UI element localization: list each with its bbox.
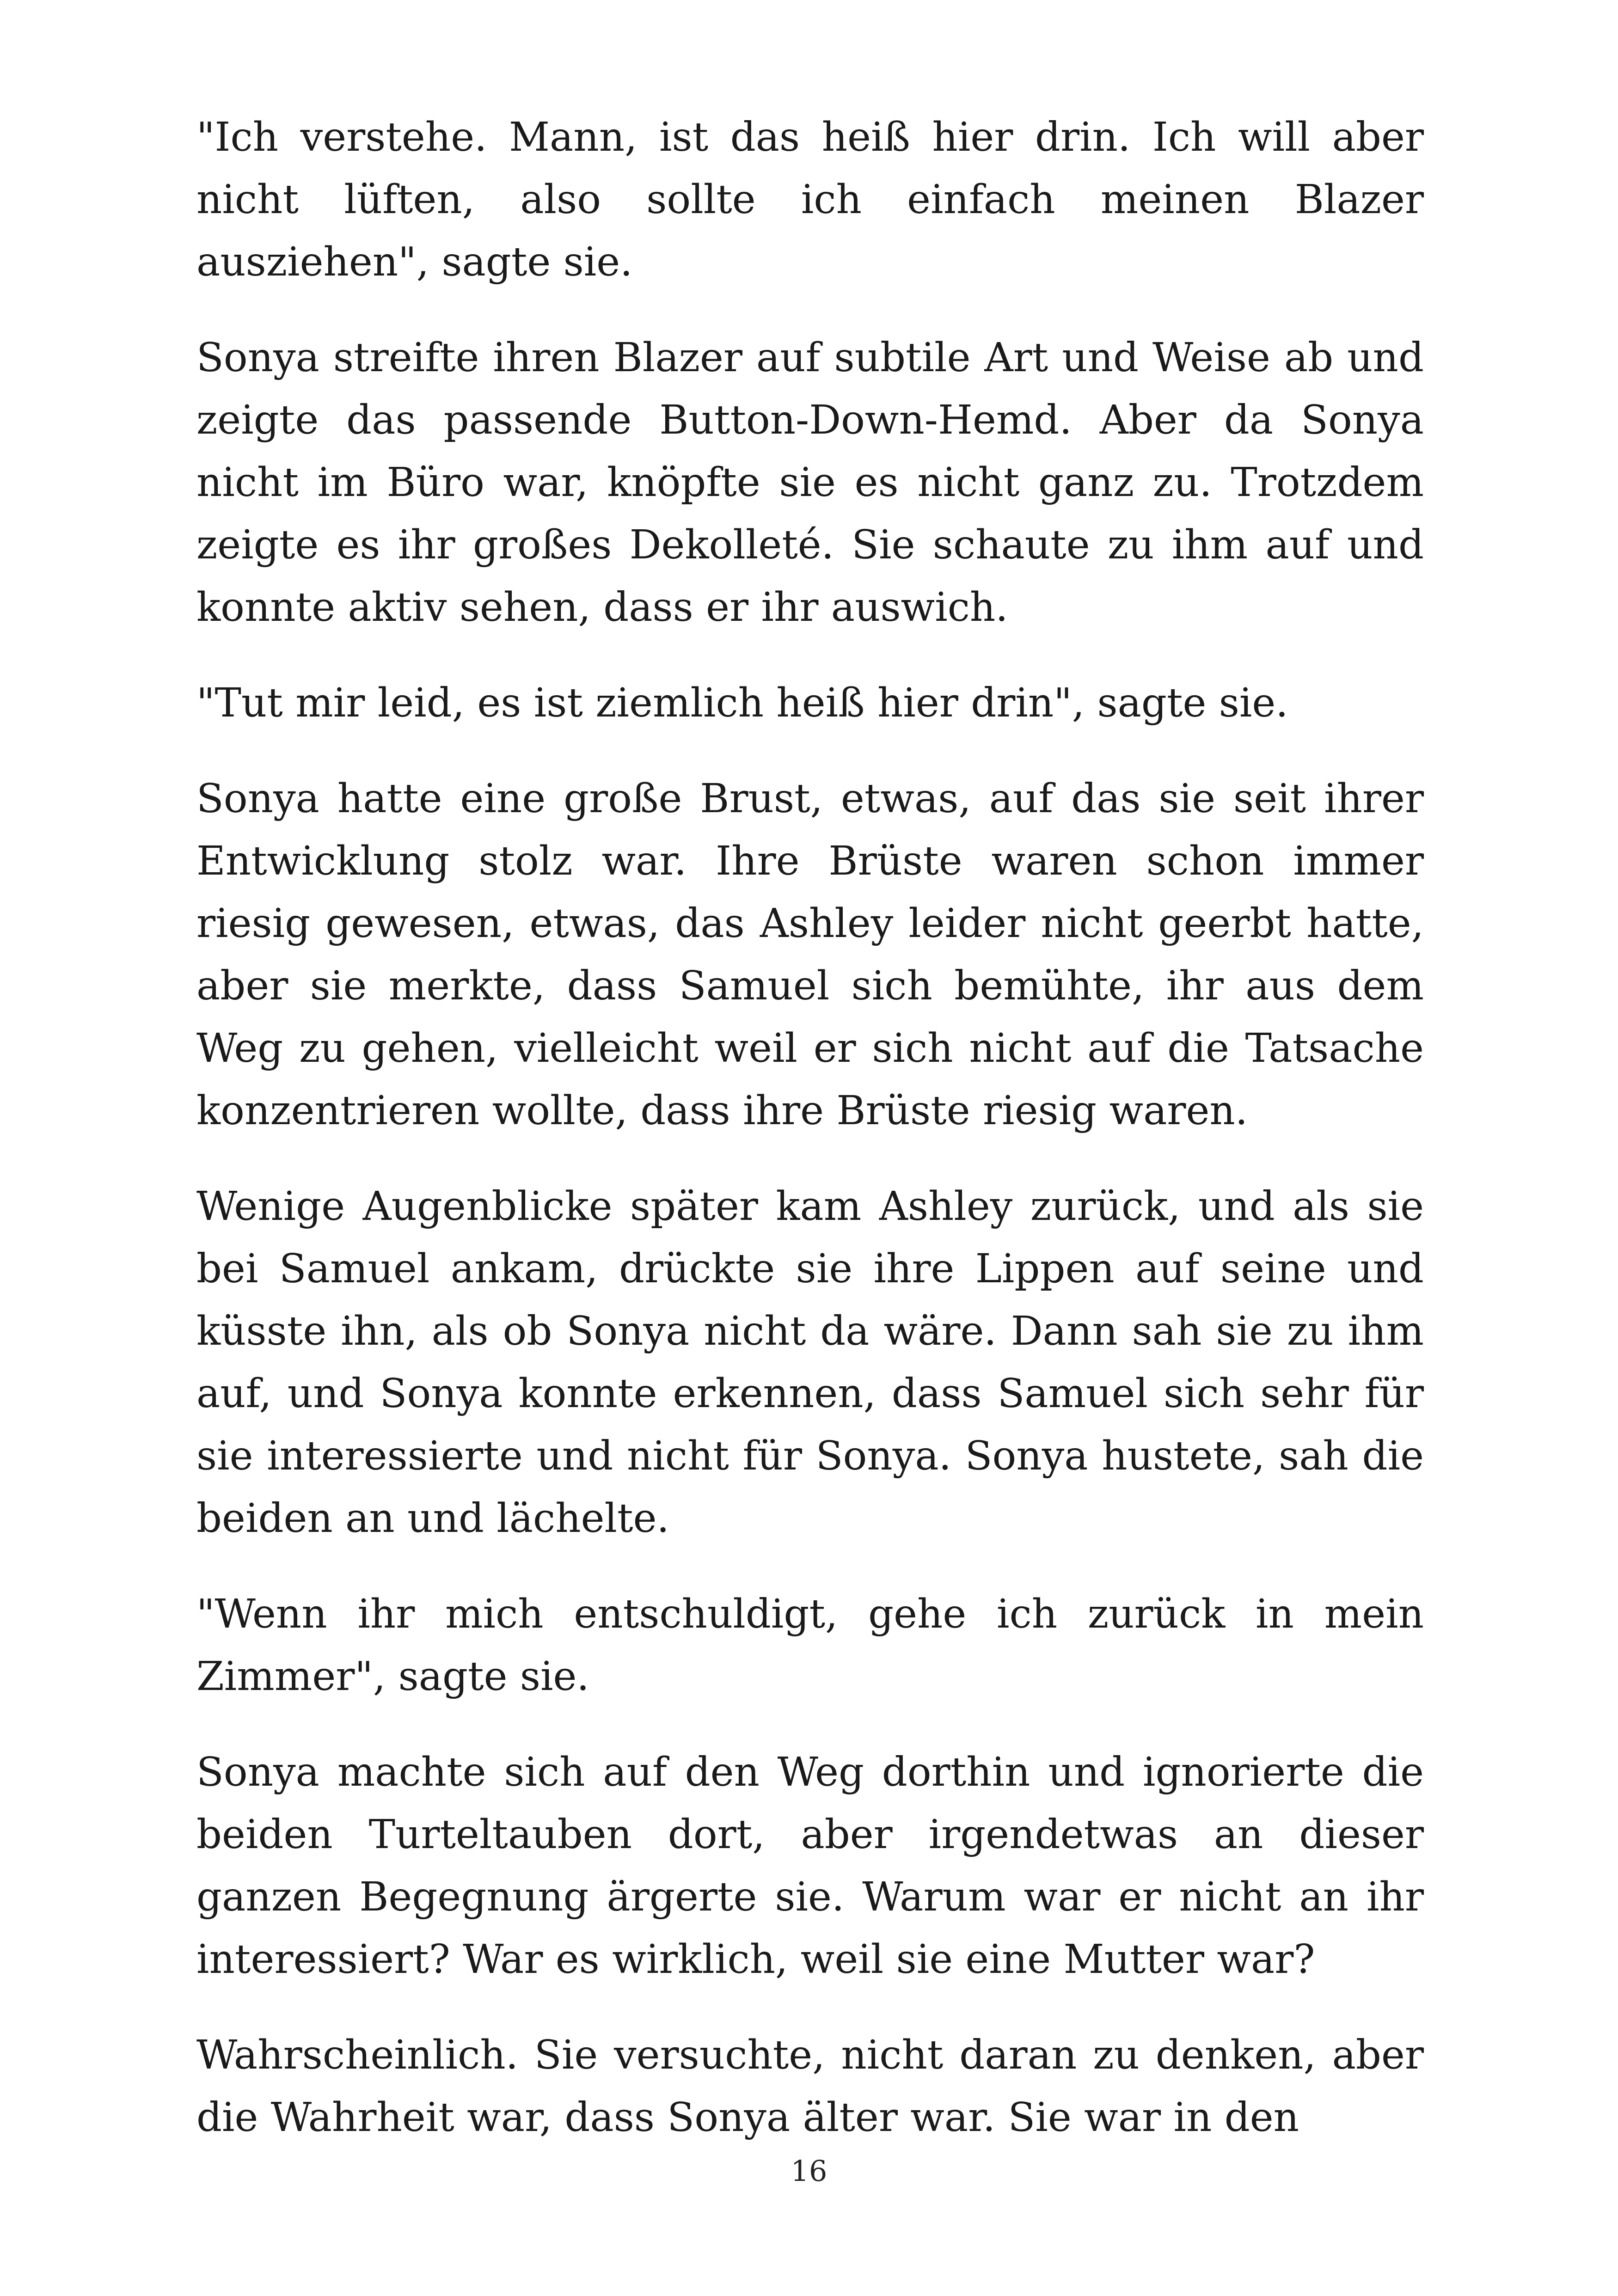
paragraph-2: Sonya streifte ihren Blazer auf subtile Art und Weise ab und zeigte das passende Button-Down-Hemd. Aber da Sonya nicht im Büro war, knöpfte sie es nicht ganz zu. Trotzdem zeigte es ihr großes Dekolleté. Sie schaute zu ihm auf und konnte aktiv sehen, dass er ihr auswich. — [196, 335, 1424, 631]
paragraph-1: "Ich verstehe. Mann, ist das heiß hier drin. Ich will aber nicht lüften, also sollte ich einfach meinen Blazer ausziehen", sagte sie. — [196, 114, 1424, 285]
body-text — [196, 106, 1424, 2182]
paragraph-5: Wenige Augenblicke später kam Ashley zurück, und als sie bei Samuel ankam, drückte sie ihre Lippen auf seine und küsste ihn, als ob Sonya nicht da wäre. Dann sah sie zu ihm auf, und Sonya konnte erkennen, dass Samuel sich sehr für sie interessierte und nicht für Sonya. Sonya hustete, sah die beiden an und lächelte. — [196, 1183, 1424, 1542]
page-number: 16 — [791, 2154, 827, 2188]
paragraph-4: Sonya hatte eine große Brust, etwas, auf das sie seit ihrer Entwicklung stolz war. Ihre Brüste waren schon immer riesig gewesen, etwas, das Ashley leider nicht geerbt hatte, aber sie merkte, dass Samuel sich bemühte, ihr aus dem Weg zu gehen, vielleicht weil er sich nicht auf die Tatsache konzentrieren wollte, dass ihre Brüste riesig waren. — [196, 776, 1424, 1134]
paragraph-7: Sonya machte sich auf den Weg dorthin und ignorierte die beiden Turteltauben dort, aber irgendetwas an dieser ganzen Begegnung ärgerte sie. Warum war er nicht an ihr interessiert? War es wirklich, weil sie eine Mutter war? — [196, 1749, 1424, 1983]
paragraph-8: Wahrscheinlich. Sie versuchte, nicht daran zu denken, aber die Wahrheit war, dass Sonya älter war. Sie war in den — [196, 2032, 1424, 2141]
paragraph-3: "Tut mir leid, es ist ziemlich heiß hier drin", sagte sie. — [196, 680, 1288, 726]
paragraph-6: "Wenn ihr mich entschuldigt, gehe ich zurück in mein Zimmer", sagte sie. — [196, 1591, 1424, 1700]
